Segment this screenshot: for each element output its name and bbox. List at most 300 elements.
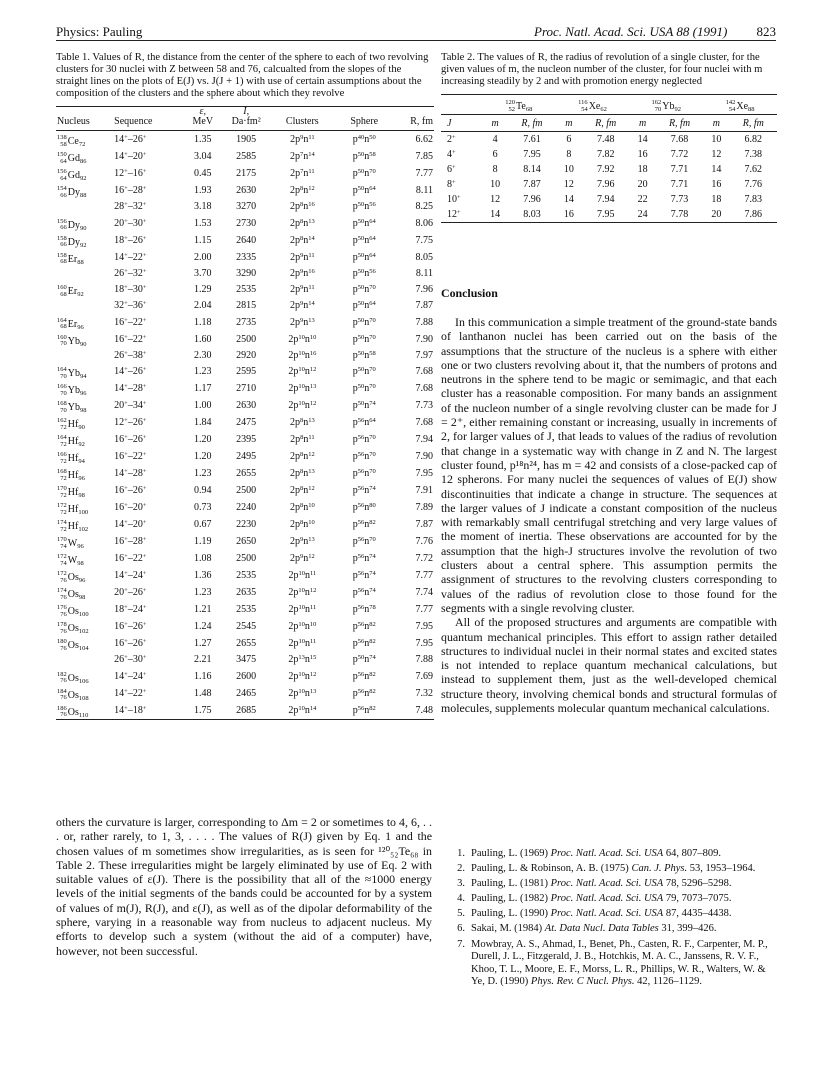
table2-body [441, 132, 777, 223]
element-symbol: Ce [67, 136, 79, 147]
reference-text: Pauling, L. (1982) Proc. Natl. Acad. Sci. USA 79, 7073–7075. [471, 893, 732, 905]
neutron-number: 98 [78, 594, 86, 602]
clusters-value: $2p^8n^{14}$ [289, 234, 315, 246]
table1-row [56, 298, 434, 314]
neutron-number: 68 [525, 106, 533, 113]
element-symbol: Te [515, 101, 526, 112]
sequence-value: 18+–26+ [114, 234, 147, 246]
nucleus-label [57, 285, 84, 298]
R-value: 7.68 [415, 366, 433, 378]
I-value: 2335 [236, 251, 257, 263]
mass-number: 158 [57, 234, 67, 242]
mass-number: 160 [57, 333, 67, 341]
cluster-composition: $p^{10}n^{10}$ [293, 621, 317, 633]
eps-value: 1.23 [194, 587, 212, 599]
mass-number: 172 [57, 570, 67, 578]
atomic-number: 74 [60, 542, 67, 550]
conclusion-paragraph-1: In this communication a simple treatment of the ground-state bands of lanthanon nuclei has been carried out on the basis of the assumptions that the structure of the nucleus is a sphere with either one or two clusters revolving about it, that the numbers of protons and neutrons in the sphere tend to be magic or semimagic, and that each cluster has a reasonable composition. For many bands an assignment of the nucleon number of a single revolving cluster can be made for J = 2⁺, either remaining constant or increasing, usually in increments of 2, for larger values of J, that leads to values of the radius of revolution that change in a systematic way with change in Z and N. The largest cluster found, p¹⁸n²⁴, has m = 42 and consists of a close-packed cap of 12 spherons. For many nuclei the sequences of values of E(J) show discontinuities that indicate a change in structure. The sequences at the larger values of J indicate a constant composition of the nucleus with remarkably small centrifugal stretching and very large values of the moment of inertia. These observations are accounted for by the assumption that the high-J structures involve the revolution of two clusters about a central sphere. This assumption permits the assignment of structures to the revolving clusters corresponding to values of the radius of revolution close to those found for the segments with a single revolving cluster. [441, 315, 777, 615]
R-value: 7.88 [415, 316, 433, 328]
mass-number: 170 [57, 536, 67, 544]
sphere-value: $p^{50}n^{70}$ [352, 366, 376, 378]
cluster-composition: $p^8n^{10}$ [294, 502, 315, 514]
cluster-composition: $p^9n^{14}$ [294, 300, 315, 312]
table1-row [56, 668, 434, 685]
table1-block [56, 52, 432, 720]
R-value: 7.71 [670, 179, 689, 190]
element-symbol: Xe [736, 101, 749, 112]
I-value: 2545 [236, 621, 257, 633]
t2-nucleus-header [703, 95, 777, 115]
atomic-number: 76 [60, 677, 67, 685]
mass-number: 168 [57, 400, 67, 408]
atomic-number: 76 [60, 711, 67, 719]
table2 [441, 94, 777, 223]
mass-number: 186 [57, 704, 67, 712]
R-value: 7.68 [670, 134, 689, 145]
sphere-value: $p^{56}n^{82}$ [352, 621, 376, 633]
sequence-value: 16+–28+ [114, 536, 147, 548]
I-value: 2640 [236, 234, 257, 246]
R-value: 7.73 [670, 194, 689, 205]
mass-number: 180 [57, 638, 67, 646]
element-symbol: Gd [67, 153, 80, 164]
clusters-value: $2p^{10}n^{14}$ [288, 704, 317, 716]
eps-value: 2.30 [194, 349, 212, 361]
I-value: 2655 [236, 468, 257, 480]
sequence-value: 16+–20+ [114, 502, 147, 514]
m-value: 12 [711, 149, 722, 160]
eps-value: 1.84 [194, 417, 212, 429]
atomic-number: 66 [60, 224, 67, 232]
cluster-composition: $p^8n^{11}$ [295, 434, 315, 446]
reference-text: Pauling, L. (1969) Proc. Natl. Acad. Sci. USA 64, 807–809. [471, 848, 721, 859]
sphere-value: $p^{50}n^{70}$ [352, 168, 376, 179]
table1-row [56, 249, 434, 266]
R-value: 8.25 [415, 201, 433, 213]
t1-header-R: R, fm [393, 107, 434, 131]
reference-item [441, 878, 777, 891]
nucleus-label [57, 486, 85, 499]
table2-row [441, 192, 777, 207]
m-value: 18 [711, 194, 722, 205]
I-value: 2500 [236, 485, 257, 497]
mass-number: 168 [57, 468, 67, 476]
sequence-value: 14+–24+ [114, 570, 147, 582]
element-symbol: Yb [67, 368, 80, 380]
table2-row [441, 177, 777, 192]
cluster-composition: $p^{10}n^{12}$ [293, 400, 317, 412]
cluster-composition: $p^{10}n^{13}$ [293, 383, 317, 395]
table2-caption: Table 2. The values of R, the radius of revolution of a single cluster, for the given values of m, the nucleon number of the cluster, for four nuclei with m increasing steadily by 2 and with promotion energy neglected [441, 52, 763, 87]
t1-header-nucleus: Nucleus [56, 107, 113, 131]
eps-value: 1.75 [182, 702, 223, 720]
table1-body [56, 131, 434, 720]
reference-number: 7. [457, 938, 465, 950]
element-symbol: Hf [67, 436, 79, 448]
reference-journal: Can. J. Phys. [631, 863, 688, 875]
clusters-value: $2p^{10}n^{16}$ [288, 349, 317, 361]
reference-item [441, 863, 777, 876]
R-value: 7.76 [744, 179, 763, 190]
cluster-composition: $p^9n^{11}$ [295, 134, 315, 145]
cluster-composition: $p^9n^{11}$ [295, 284, 315, 296]
sequence-value: 16+–22+ [114, 553, 147, 565]
nucleus-label [57, 169, 86, 182]
t2-header-m: m [482, 115, 508, 132]
neutron-number: 92 [77, 291, 84, 299]
reference-text: Mowbray, A. S., Ahmad, I., Benet, Ph., Casten, R. F., Carpenter, M. P., Durell, J. L., Fitzgerald, J. B., Hotchkis, M. A. C., Janssens, R. V. F., Khoo, T. L., Moore, E. F., Morss, L. R., Phillips, W. R., Walters, W. & Ye, D. (1990) Phys. Rev. C Nucl. Phys. 42, 1126–1129. [471, 938, 768, 988]
I-value: 2500 [236, 333, 257, 345]
cluster-composition: $p^{10}n^{10}$ [293, 333, 317, 345]
eps-value: 1.00 [194, 400, 212, 412]
clusters-value: $2p^8n^{10}$ [289, 502, 315, 514]
nucleus-label [57, 469, 85, 482]
t2-header-m: m [629, 115, 655, 132]
sequence-value: 16+–26+ [114, 434, 147, 446]
neutron-number: 92 [78, 441, 85, 449]
table1-row [56, 232, 434, 249]
atomic-number: 66 [60, 191, 67, 199]
table1-row [56, 567, 434, 584]
running-head-section: Physics: Pauling [56, 24, 143, 39]
R-value: 7.48 [596, 134, 615, 145]
table1-row [56, 618, 434, 635]
nucleus-label [578, 100, 607, 113]
nucleus-label [726, 100, 755, 113]
reference-journal: At. Data Nucl. Data Tables [544, 923, 659, 935]
mass-number: 178 [57, 621, 67, 629]
mass-number: 142 [725, 99, 736, 106]
cluster-composition: $p^8n^{13}$ [294, 217, 315, 229]
element-symbol: Yb [67, 402, 80, 414]
element-symbol: Yb [67, 385, 80, 397]
sphere-value: $p^{50}n^{58}$ [352, 151, 376, 162]
element-symbol: Gd [67, 170, 80, 181]
sequence-value: 18+–24+ [114, 604, 147, 616]
sequence-value: 18+–30+ [114, 284, 147, 296]
eps-value: 2.21 [194, 654, 212, 666]
I-value: 2710 [236, 383, 257, 395]
nucleus-label [505, 100, 532, 113]
mass-number: 184 [57, 687, 67, 695]
cluster-composition: $p^{10}n^{11}$ [293, 604, 317, 616]
eps-value: 1.18 [194, 316, 212, 328]
mass-number: 164 [57, 316, 67, 324]
eps-value: 1.16 [194, 670, 212, 682]
nucleus-label [57, 401, 86, 414]
table1-row [56, 482, 434, 499]
reference-number: 4. [457, 893, 465, 905]
R-value: 7.89 [415, 502, 433, 514]
R-value: 8.11 [415, 267, 433, 279]
neutron-number: 96 [79, 390, 87, 398]
mass-number: 176 [57, 604, 67, 612]
element-symbol: Hf [67, 521, 79, 533]
neutron-number: 106 [78, 677, 89, 685]
I-value: 2595 [236, 366, 257, 378]
left-column-text [56, 815, 432, 958]
cluster-composition: $p^8n^{13}$ [294, 417, 315, 429]
sphere-value: $p^{56}n^{80}$ [352, 502, 376, 514]
t2-subheader-row [441, 115, 777, 132]
cluster-composition: $p^8n^{16}$ [294, 201, 315, 213]
cluster-composition: $p^8n^{14}$ [294, 234, 315, 246]
mass-number: 170 [57, 485, 67, 493]
table1-row [56, 499, 434, 516]
mass-number: 138 [57, 134, 67, 141]
m-value: 20 [703, 207, 729, 223]
mass-number: 174 [57, 519, 67, 527]
R-value: 7.32 [415, 687, 433, 699]
clusters-value: $2p^8n^{13}$ [289, 417, 315, 429]
clusters-value: $2p^9n^{16}$ [289, 267, 315, 279]
table1-row [56, 148, 434, 165]
neutron-number: 102 [78, 628, 89, 636]
J-value: 2+ [447, 134, 456, 145]
table2-row [441, 132, 777, 148]
R-value: 7.95 [523, 149, 541, 160]
table2-row [441, 162, 777, 177]
table1-row [56, 314, 434, 331]
reference-number: 6. [457, 923, 465, 935]
R-value: 7.91 [415, 485, 433, 497]
sequence-value: 26+–32+ [114, 267, 147, 279]
atomic-number: 72 [60, 508, 67, 516]
sequence-value: 14+–28+ [114, 383, 147, 395]
reference-journal: Proc. Natl. Acad. Sci. USA [550, 893, 664, 905]
reference-number: 2. [457, 863, 465, 875]
nucleus-label [57, 253, 84, 266]
R-value: 7.85 [415, 151, 433, 162]
clusters-value: $2p^9n^{11}$ [290, 284, 315, 296]
R-value: 8.06 [415, 217, 433, 229]
I-value: 3475 [236, 654, 257, 666]
I-value: 2730 [236, 217, 257, 229]
R-value: 7.68 [415, 417, 433, 429]
I-value: 2535 [236, 604, 257, 616]
R-value: 7.86 [730, 207, 777, 223]
sequence-value: 14+–26+ [114, 134, 147, 145]
mass-number: 156 [57, 217, 67, 225]
neutron-number: 108 [78, 694, 89, 702]
table1-row [56, 182, 434, 199]
mass-number: 182 [57, 670, 67, 678]
m-value: 10 [563, 164, 574, 175]
R-value: 7.74 [415, 587, 433, 599]
atomic-number: 70 [60, 406, 67, 414]
R-value: 7.92 [596, 164, 615, 175]
I-value: 3270 [236, 201, 257, 213]
I-value: 2635 [236, 587, 257, 599]
atomic-number: 54 [728, 105, 736, 113]
mass-number: 172 [57, 502, 67, 510]
atomic-number: 64 [60, 157, 67, 165]
table1-row [56, 380, 434, 397]
nucleus-label [57, 554, 84, 567]
atomic-number: 72 [60, 440, 67, 448]
clusters-value: $2p^8n^{12}$ [289, 451, 315, 463]
m-value: 6 [566, 134, 572, 145]
R-value: 7.96 [415, 284, 433, 296]
mass-number: 166 [57, 383, 67, 391]
table1-row [56, 533, 434, 550]
table1-row [56, 414, 434, 431]
nucleus-label [57, 435, 85, 448]
eps-value: 1.20 [194, 434, 212, 446]
R-value: 7.95 [582, 207, 629, 223]
J-value: 6+ [447, 164, 456, 175]
atomic-number: 72 [60, 491, 67, 499]
neutron-number: 110 [78, 711, 89, 719]
element-symbol: Dy [67, 187, 80, 198]
table1-row [56, 465, 434, 482]
nucleus-label [57, 418, 85, 431]
eps-value: 1.19 [194, 536, 212, 548]
nucleus-label [57, 152, 86, 165]
table1-row [56, 516, 434, 533]
mass-number: 150 [57, 151, 67, 158]
atomic-number: 54 [581, 105, 588, 113]
clusters-value: $2p^8n^{12}$ [289, 185, 315, 196]
nucleus-label [57, 672, 89, 685]
table1-row [56, 165, 434, 182]
R-value: 7.68 [415, 383, 433, 395]
t2-header-R: R, fm [656, 115, 703, 132]
table2-block [441, 52, 777, 223]
I-value: 2630 [236, 185, 257, 196]
t2-header-m: m [556, 115, 582, 132]
nucleus-label [57, 537, 84, 550]
sequence-value: 16+–26+ [114, 485, 147, 497]
I-value: 2735 [236, 316, 257, 328]
eps-value: 1.60 [194, 333, 212, 345]
I-value: 2630 [236, 400, 257, 412]
table1-row [56, 199, 434, 215]
sphere-value: $p^{56}n^{70}$ [352, 451, 376, 463]
reference-item [441, 893, 777, 906]
atomic-number: 76 [60, 576, 67, 584]
sphere-value: $p^{56}n^{82}$ [352, 519, 376, 531]
t1-header-sequence: Sequence [113, 107, 182, 131]
I-value: 2535 [236, 284, 257, 296]
cluster-composition: $p^7n^{14}$ [294, 151, 315, 162]
sphere-value: $p^{56}n^{82}$ [352, 687, 376, 699]
cluster-composition: $p^8n^{12}$ [294, 451, 315, 463]
sphere-value: $p^{56}n^{64}$ [352, 417, 376, 429]
clusters-value: $2p^8n^{11}$ [290, 434, 315, 446]
cluster-composition: $p^8n^{12}$ [294, 185, 315, 196]
clusters-value: $2p^{13}n^{15}$ [288, 654, 317, 666]
mass-number: 164 [57, 434, 67, 442]
clusters-value: $2p^8n^{12}$ [289, 485, 315, 497]
sequence-value: 32+–36+ [114, 300, 147, 312]
neutron-number: 98 [79, 407, 87, 415]
eps-value: 1.53 [194, 217, 212, 229]
cluster-composition: $p^{10}n^{14}$ [293, 704, 317, 716]
I-value: 2650 [236, 536, 257, 548]
mass-number: 172 [57, 553, 67, 561]
nucleus-label [57, 520, 88, 533]
sequence-value: 16+–22+ [114, 333, 147, 345]
table1-row [56, 266, 434, 282]
R-value: 7.48 [393, 702, 434, 720]
reference-text: Pauling, L. & Robinson, A. B. (1975) Can. J. Phys. 53, 1953–1964. [471, 863, 756, 875]
reference-journal: Phys. Rev. C Nucl. Phys. [530, 976, 635, 988]
clusters-value: $2p^{10}n^{10}$ [288, 621, 317, 633]
I-value: 2395 [236, 434, 257, 446]
sphere-value: $p^{56}n^{82}$ [352, 638, 376, 650]
m-value: 16 [556, 207, 582, 223]
R-value: 7.96 [596, 179, 615, 190]
eps-value: 1.17 [194, 383, 212, 395]
sphere-value: $p^{56}n^{74}$ [352, 587, 376, 599]
R-value: 7.76 [415, 536, 433, 548]
m-value: 14 [637, 134, 648, 145]
nucleus-label [57, 452, 85, 465]
atomic-number: 70 [60, 389, 67, 397]
nucleus-label [57, 605, 89, 618]
I-value: 2240 [236, 502, 257, 514]
R-value: 8.11 [415, 185, 433, 196]
t2-header-m: m [703, 115, 729, 132]
table1-caption: Table 1. Values of R, the distance from the center of the sphere to each of two revolving clusters for 30 nuclei with Z between 58 and 76, calcualted from the slopes of the straight lines on the plots of E(J) vs. J(J + 1) with use of certain assumptions about the composition of the clusters and the sphere about which they revolve [56, 52, 429, 99]
neutron-number: 92 [79, 241, 87, 249]
sphere-value: $p^{50}n^{70}$ [352, 316, 376, 328]
R-value: 7.62 [744, 164, 763, 175]
sequence-value: 16+–22+ [114, 316, 147, 328]
eps-value: 1.27 [194, 638, 212, 650]
clusters-value: $2p^{10}n^{11}$ [288, 638, 317, 650]
nucleus-label [57, 689, 89, 702]
sphere-value: $p^{56}n^{70}$ [352, 468, 376, 480]
sphere-value: $p^{56}n^{70}$ [352, 434, 376, 446]
neutron-number: 100 [78, 509, 89, 517]
element-symbol: Os [67, 689, 79, 701]
m-value: 20 [637, 179, 648, 190]
element-symbol: Xe [588, 101, 601, 112]
clusters-value: $2p^9n^{11}$ [290, 251, 315, 263]
sequence-value: 26+–30+ [114, 654, 147, 666]
sphere-value: $p^{56}n^{82}$ [352, 704, 376, 716]
neutron-number: 94 [79, 373, 87, 381]
element-symbol: Hf [67, 487, 79, 499]
atomic-number: 68 [60, 258, 67, 266]
element-symbol: W [67, 538, 78, 550]
atomic-number: 76 [60, 627, 67, 635]
eps-value: 2.00 [194, 251, 212, 263]
sequence-value: 14+–28+ [114, 468, 147, 480]
cluster-composition: $p^{10}n^{13}$ [293, 687, 317, 699]
reference-number: 1. [457, 848, 465, 859]
cluster-composition: $p^{13}n^{15}$ [293, 654, 317, 666]
nucleus-label [57, 571, 85, 584]
table1-row [56, 397, 434, 414]
table1-row [56, 652, 434, 668]
reference-number: 3. [457, 878, 465, 890]
sequence-value: 14+–18+ [114, 704, 147, 716]
R-value: 7.77 [415, 570, 433, 582]
cluster-composition: $p^9n^{13}$ [294, 536, 315, 548]
m-value: 8 [566, 149, 572, 160]
element-symbol: Yb [662, 101, 675, 112]
I-value: 2500 [236, 553, 257, 565]
mass-number: 174 [57, 587, 67, 595]
eps-value: 1.15 [194, 234, 212, 246]
nucleus-label [57, 639, 89, 652]
nucleus-label [57, 622, 89, 635]
R-value: 7.78 [656, 207, 703, 223]
sphere-value: $p^{50}n^{70}$ [352, 333, 376, 345]
